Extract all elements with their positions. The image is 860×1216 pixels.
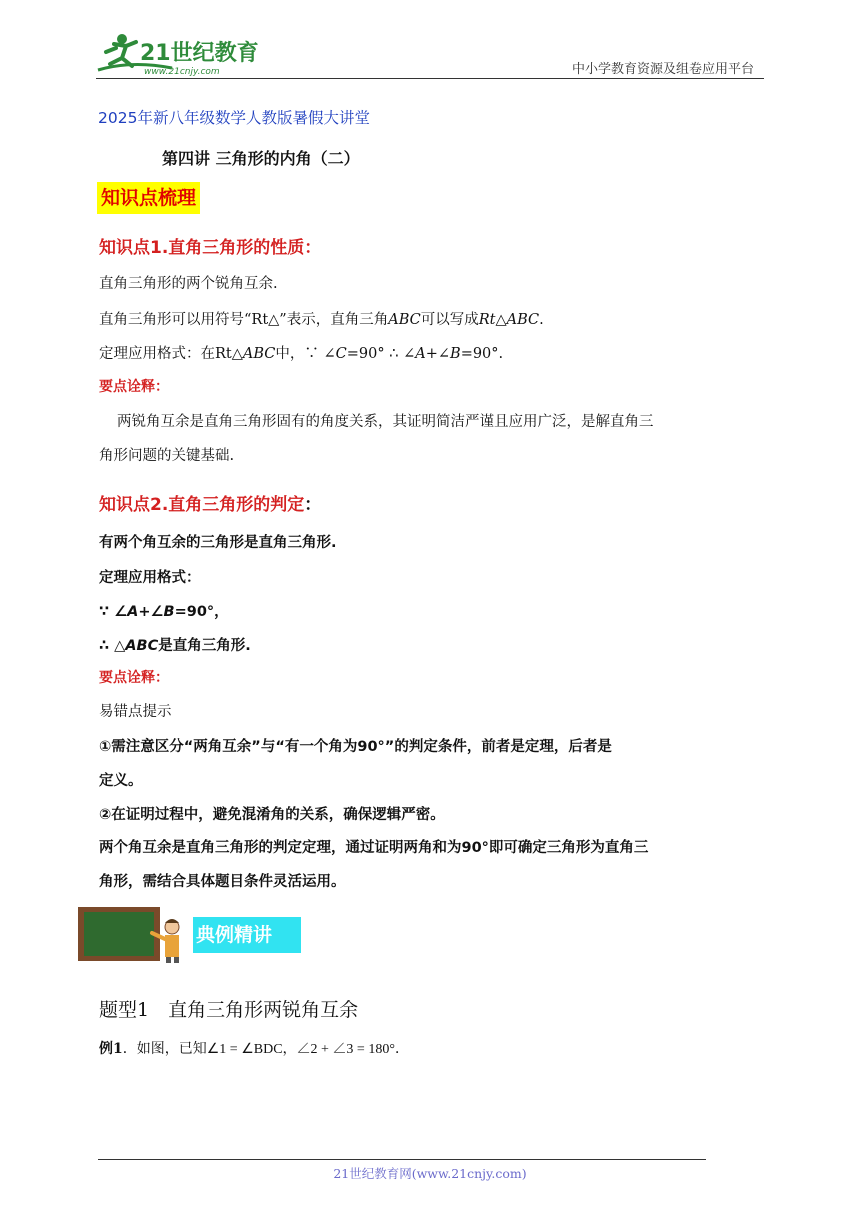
kp1-note-line1: 两锐角互余是直角三角形固有的角度关系，其证明简洁严谨且应用广泛，是解直角三 [117,414,654,430]
header-divider [96,78,764,79]
kp1-line3: 定理应用格式：在Rt△ABC中，∵ ∠C=90° ∴ ∠A+∠B=90°. [99,346,504,362]
kp2-tip1-line2: 定义。 [99,773,143,789]
kp2-line2: 定理应用格式： [99,570,201,586]
kp2-line3: ∵ ∠A+∠B=90°， [99,604,229,620]
kp2-tip1-line1: ①需注意区分“两角互余”与“有一个角为90°”的判定条件，前者是定理，后者是 [99,739,612,755]
kp1-line2: 直角三角形可以用符号“Rt△”表示，直角三角ABC可以写成Rt△ABC. [99,312,544,328]
kp2-line1: 有两个角互余的三角形是直角三角形. [99,535,337,551]
logo-url: www.21cnjy.com [144,67,220,77]
course-title: 2025年新八年级数学人教版暑假大讲堂 [98,109,370,127]
logo-text: 21世纪教育 [140,41,259,66]
example-formula: ∠1 = ∠BDC，∠2 + ∠3 = 180° [206,1042,395,1057]
example-banner: 典例精讲 [193,917,301,953]
kp2-summary-line1: 两个角互余是直角三角形的判定定理，通过证明两角和为90°即可确定三角形为直角三 [99,840,649,856]
example-1: 例1．如图，已知∠1 = ∠BDC，∠2 + ∠3 = 180°． [99,1041,409,1057]
header-platform-text: 中小学教育资源及组卷应用平台 [571,62,754,77]
footer-divider [98,1159,706,1160]
kp2-summary-line2: 角形，需结合具体题目条件灵活运用。 [99,874,346,890]
kp2-tip2: ②在证明过程中，避免混淆角的关系，确保逻辑严密。 [99,807,445,823]
logo-runner-icon [92,30,262,78]
type-title: 题型1 直角三角形两锐角互余 [99,999,359,1021]
kp2-line4: ∴ △ABC是直角三角形. [99,638,251,654]
teacher-board-illustration [76,905,188,963]
kp1-note-label: 要点诠释： [99,379,169,395]
kp2-note-label: 要点诠释： [99,670,169,686]
kp2-tips-title: 易错点提示 [99,704,172,720]
footer-text: 21世纪教育网(www.21cnjy.com) [333,1166,527,1181]
logo [92,30,262,78]
example-label: 例1 [99,1041,123,1057]
lecture-title: 第四讲 三角形的内角（二） [162,149,360,168]
kp2-heading: 知识点2.直角三角形的判定： [99,495,322,515]
teacher-icon [76,905,188,963]
kp1-note-line2: 角形问题的关键基础. [99,448,235,464]
section-banner: 知识点梳理 [97,182,200,214]
kp1-heading: 知识点1.直角三角形的性质： [99,238,322,258]
kp1-line1: 直角三角形的两个锐角互余. [99,276,278,292]
